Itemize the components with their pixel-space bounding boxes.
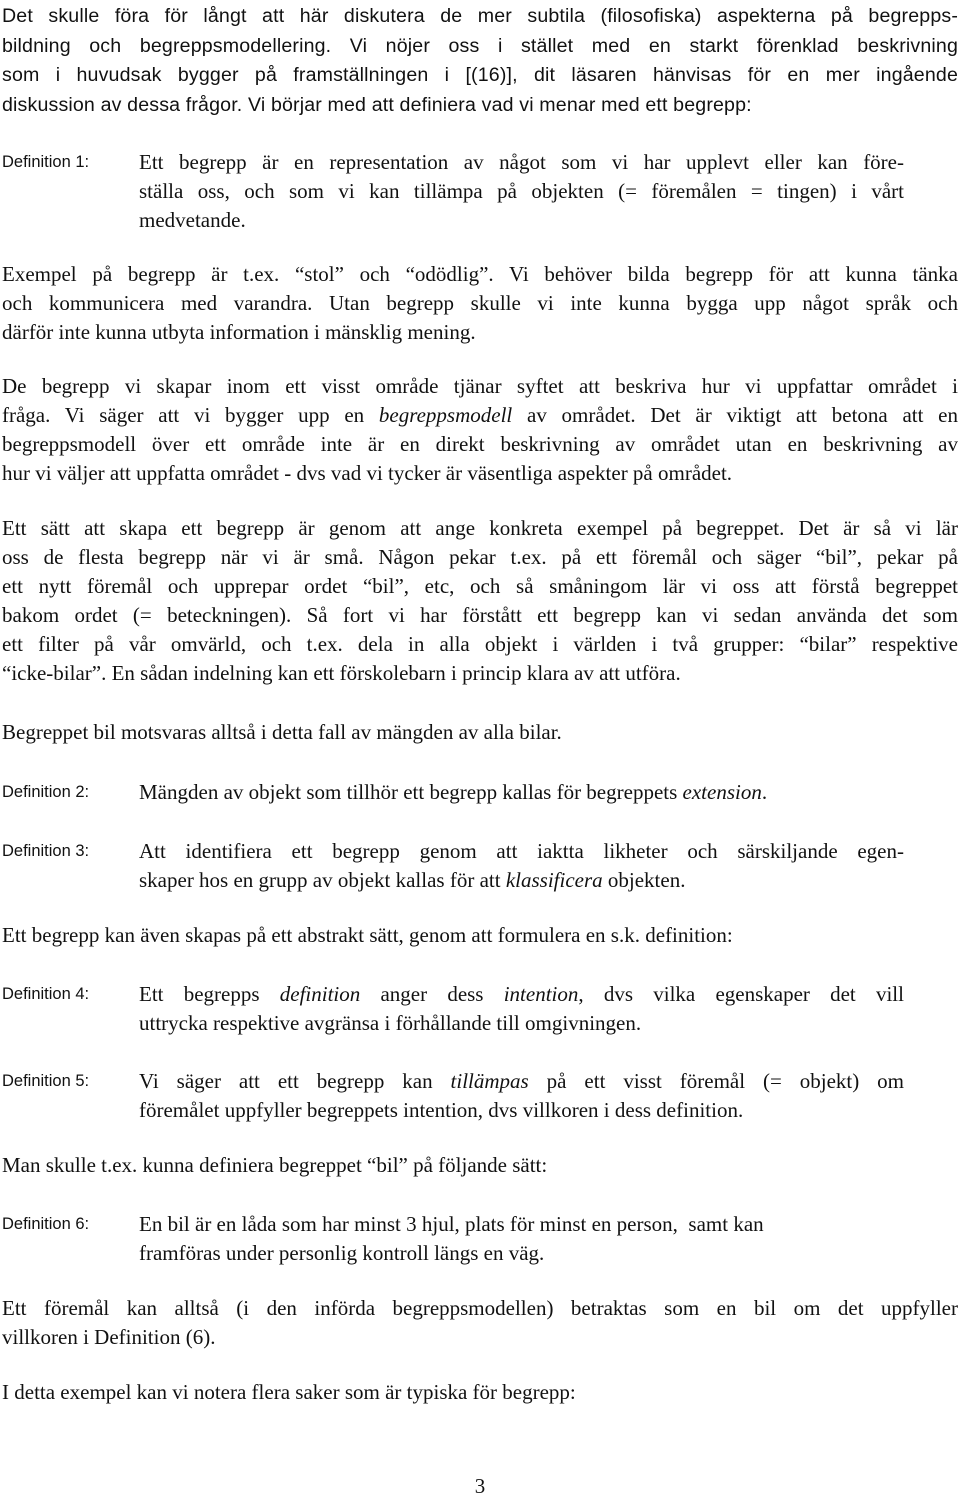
text-run: fråga. Vi säger att vi bygger upp en — [2, 403, 379, 427]
text-line — [139, 1067, 904, 1096]
text-run: anger dess — [360, 982, 504, 1006]
definition-body — [139, 837, 904, 895]
text-line: därför inte kunna utbyta information i mänsklig mening. — [2, 320, 476, 344]
text-line: Ett föremål kan alltså (i den införda begreppsmodellen) betraktas som en bil om det uppfyller — [2, 1296, 958, 1320]
text-run: Ett begrepps — [139, 982, 280, 1006]
text-line: bildning och begreppsmodellering. Vi nöjer oss i stället med en starkt förenklad beskrivning — [2, 34, 958, 57]
bil-paragraph — [2, 718, 958, 747]
text-line: föremålet uppfyller begreppets intention, dvs villkoren i dess definition. — [139, 1098, 744, 1122]
text-line: villkoren i Definition (6). — [2, 1325, 216, 1349]
text-line: ett nytt föremål och upprepar ordet “bil”, etc, och så småningom lär vi oss att förstå begreppet — [2, 574, 958, 598]
text-line: uttrycka respektive avgränsa i förhållande till omgivningen. — [139, 1011, 642, 1035]
definition-label: Definition 5: — [2, 1072, 90, 1090]
abstract-paragraph — [2, 921, 958, 950]
text-line: De begrepp vi skapar inom ett visst område tjänar syftet att beskriva hur vi uppfattar området i — [2, 374, 958, 398]
text-line: medvetande. — [139, 208, 246, 232]
text-run: Vi säger att ett begrepp kan — [139, 1069, 451, 1093]
text-run: Mängden av objekt som tillhör ett begrepp kallas för begreppets — [139, 780, 683, 804]
text-line — [139, 980, 904, 1009]
definition-label: Definition 3: — [2, 842, 90, 860]
text-run: objekten. — [602, 868, 686, 892]
text-line: Man skulle t.ex. kunna definiera begreppet “bil” på följande sätt: — [2, 1153, 548, 1177]
text-line: Ett sätt att skapa ett begrepp är genom att ange konkreta exempel på begreppet. Det är så vi lär — [2, 516, 958, 540]
text-line: “icke-bilar”. En sådan indelning kan ett förskolebarn i princip klara av att utföra. — [2, 661, 681, 685]
text-line: Att identifiera ett begrepp genom att iaktta likheter och särskiljande egen- — [139, 839, 904, 863]
emphasis-term: begreppsmodell — [378, 403, 513, 427]
text-line: ett filter på vår omvärld, och t.ex. dela in alla objekt i världen i två grupper: “bilar” respektive — [2, 632, 958, 656]
definition-body — [139, 980, 904, 1038]
text-line: Ett begrepp kan även skapas på ett abstrakt sätt, genom att formulera en s.k. definition: — [2, 923, 733, 947]
text-line: begreppsmodell över ett område inte är en direkt beskrivning av området utan en beskrivning av — [2, 432, 958, 456]
text-run: . — [761, 780, 768, 804]
examples-paragraph — [2, 260, 958, 347]
page-number: 3 — [474, 1474, 486, 1498]
text-line: En bil är en låda som har minst 3 hjul, plats för minst en person, samt kan — [139, 1212, 764, 1236]
emphasis-term: tillämpas — [450, 1069, 529, 1093]
text-line: ställa oss, och som vi kan tillämpa på objekten (= föremålen = tingen) i vårt — [139, 179, 904, 203]
object-paragraph — [2, 1294, 958, 1352]
emphasis-term: klassificera — [505, 868, 603, 892]
model-paragraph — [2, 372, 958, 488]
text-line: I detta exempel kan vi notera flera saker som är typiska för begrepp: — [2, 1380, 576, 1404]
text-line: oss de flesta begrepp när vi är små. Någon pekar t.ex. på ett föremål och säger “bil”, pekar på — [2, 545, 958, 569]
text-line: diskussion av dessa frågor. Vi börjar med att definiera vad vi menar med ett begrepp: — [2, 93, 752, 116]
text-line: Ett begrepp är en representation av något som vi har upplevt eller kan före- — [139, 150, 904, 174]
definition-label: Definition 1: — [2, 153, 90, 171]
definition-body — [139, 148, 904, 235]
text-line: Begreppet bil motsvaras alltså i detta fall av mängden av alla bilar. — [2, 720, 562, 744]
definition-body — [139, 1067, 904, 1125]
emphasis-term: extension — [682, 780, 762, 804]
emphasis-term: intention — [503, 982, 579, 1006]
definition-label: Definition 4: — [2, 985, 90, 1003]
text-line: och kommunicera med varandra. Utan begrepp skulle vi inte kunna bygga upp något språk och — [2, 291, 958, 315]
text-run: på ett visst föremål (= objekt) om — [528, 1069, 904, 1093]
text-run: av området. Det är viktigt att betona att en — [512, 403, 958, 427]
text-line: hur vi väljer att uppfatta området - dvs vad vi tycker är väsentliga aspekter på området. — [2, 461, 733, 485]
definition-label: Definition 2: — [2, 783, 90, 801]
text-line: som i huvudsak bygger på framställningen i [(16)], dit läsaren hänvisas för en mer ingående — [2, 64, 958, 86]
text-line: bakom ordet (= beteckningen). Så fort vi har förstått ett begrepp kan vi sedan använda det som — [2, 603, 958, 627]
typical-paragraph — [2, 1378, 958, 1407]
text-run: skaper hos en grupp av objekt kallas för att — [139, 868, 506, 892]
text-line: Det skulle föra för långt att här diskutera de mer subtila (filosofiska) aspekterna på begrepps- — [2, 5, 958, 27]
definition-body — [139, 778, 904, 807]
text-run: , dvs vilka egenskaper det vill — [578, 982, 904, 1006]
create-concept-paragraph — [2, 514, 958, 688]
define-bil-paragraph — [2, 1151, 958, 1180]
definition-label: Definition 6: — [2, 1215, 90, 1233]
intro-paragraph — [2, 2, 958, 120]
text-line: framföras under personlig kontroll längs en väg. — [139, 1241, 545, 1265]
text-line — [2, 401, 958, 430]
definition-body — [139, 1210, 904, 1268]
text-line: Exempel på begrepp är t.ex. “stol” och “odödlig”. Vi behöver bilda begrepp för att kunna tänka — [2, 262, 958, 286]
emphasis-term: definition — [279, 982, 361, 1006]
text-line — [139, 866, 904, 895]
